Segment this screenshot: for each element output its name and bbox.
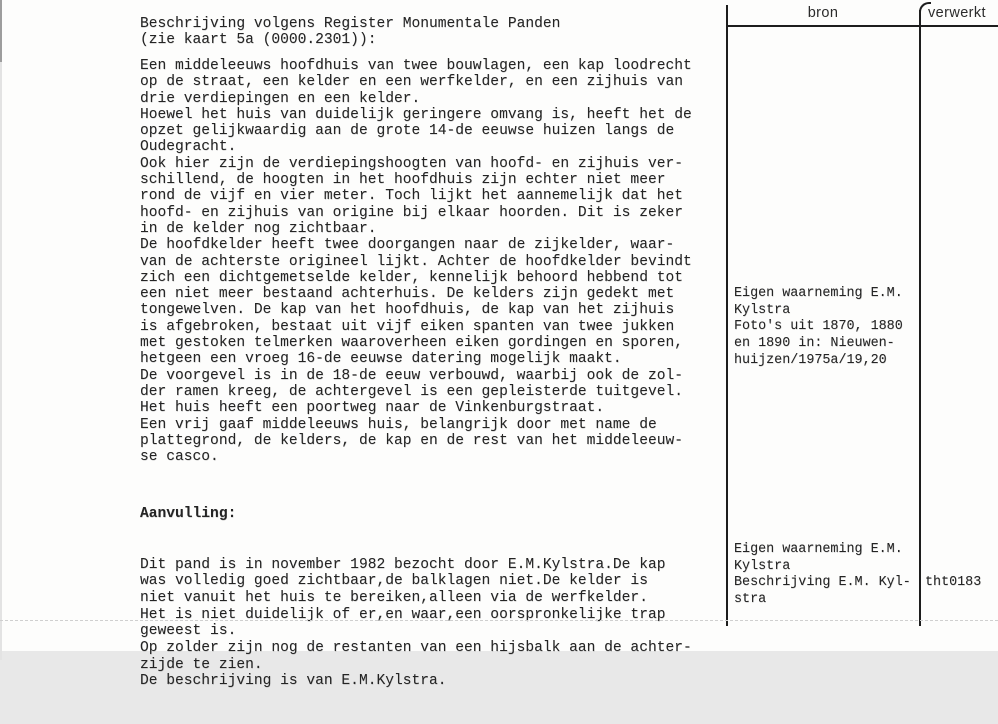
text-line: Hoewel het huis van duidelijk geringere omvang is, heeft het de bbox=[140, 106, 692, 123]
table-left-border bbox=[726, 5, 728, 626]
text-line: met gestoken telmerken waaroverheen eiken gordingen en sporen, bbox=[140, 335, 683, 352]
text-line: hoofd- en zijhuis van origine bij elkaar hoorden. Dit is zeker bbox=[140, 204, 683, 221]
text-line: hetgeen een vroeg 16-de eeuwse datering mogelijk maakt. bbox=[140, 351, 622, 368]
text-line: geweest is. bbox=[140, 623, 237, 640]
text-line: De voorgevel is in de 18-de eeuw verbouwd, waarbij ook de zol- bbox=[140, 367, 683, 384]
text-line: (zie kaart 5a (0000.2301)): bbox=[140, 32, 377, 49]
text-line: Het is niet duidelijk of er,en waar,een oorspronkelijke trap bbox=[140, 606, 666, 623]
text-line: Een vrij gaaf middeleeuws huis, belangrijk door met name de bbox=[140, 416, 657, 433]
text-line: zich een dichtgemetselde kelder, kennelijk behoord hebbend tot bbox=[140, 269, 683, 286]
text-line: een niet meer bestaand achterhuis. De kelders zijn gedekt met bbox=[140, 286, 675, 303]
text-line: Foto's uit 1870, 1880 bbox=[734, 319, 903, 335]
text-line: Beschrijving E.M. Kyl- bbox=[734, 575, 911, 591]
text-line: niet vanuit het huis te bereiken,alleen via de werfkelder. bbox=[140, 589, 648, 606]
scan-edge-artifact bbox=[0, 620, 998, 621]
table-header-rule bbox=[726, 25, 998, 27]
text-line: Kylstra bbox=[734, 302, 791, 318]
text-line: in de kelder nog zichtbaar. bbox=[140, 220, 377, 237]
text-line: Op zolder zijn nog de restanten van een hijsbalk aan de achter- bbox=[140, 640, 692, 657]
table-right-border-top bbox=[0, 0, 2, 62]
text-line: Beschrijving volgens Register Monumentale Panden bbox=[140, 16, 561, 32]
text-line: zijde te zien. bbox=[140, 656, 263, 673]
text-line: drie verdiepingen en een kelder. bbox=[140, 90, 421, 107]
aanvulling-heading: Aanvulling: bbox=[140, 506, 237, 523]
text-line: opzet gelijkwaardig aan de grote 14-de eeuwse huizen langs de bbox=[140, 123, 675, 140]
text-line: Eigen waarneming E.M. bbox=[734, 542, 903, 557]
text-line: tongewelven. De kap van het hoofdhuis, de kap van het zijhuis bbox=[140, 302, 675, 319]
text-line: der ramen kreeg, de achtergevel is een gepleisterde tuitgevel. bbox=[140, 383, 683, 400]
verwerkt-column-header: verwerkt bbox=[928, 5, 986, 21]
document-title bbox=[140, 16, 560, 49]
text-line: se casco. bbox=[140, 449, 219, 466]
text-line: Oudegracht. bbox=[140, 139, 237, 156]
text-line: Een middeleeuws hoofdhuis van twee bouwlagen, een kap loodrecht bbox=[140, 58, 692, 74]
table-right-border-faint bbox=[0, 62, 2, 660]
text-line: De hoofdkelder heeft twee doorgangen naar de zijkelder, waar- bbox=[140, 237, 675, 254]
text-line: schillend, de hoogten in het hoofdhuis zijn echter niet meer bbox=[140, 172, 666, 189]
aanvulling-body bbox=[140, 557, 692, 691]
bron-entry-2 bbox=[734, 542, 911, 609]
bron-column-header: bron bbox=[807, 5, 839, 21]
text-line: Kylstra bbox=[734, 558, 791, 574]
text-line: en 1890 in: Nieuwen- bbox=[734, 336, 895, 352]
text-line: op de straat, een kelder en een werfkelder, en een zijhuis van bbox=[140, 74, 683, 91]
description-body bbox=[140, 58, 692, 465]
text-line: rond de vijf en vier meter. Toch lijkt het aannemelijk dat het bbox=[140, 188, 683, 205]
text-line: van de achterste origineel lijkt. Achter de hoofdkelder bevindt bbox=[140, 253, 692, 270]
text-line: Het huis heeft een poortweg naar de Vinkenburgstraat. bbox=[140, 400, 605, 417]
text-line: is afgebroken, bestaat uit vijf eiken spanten van twee jukken bbox=[140, 318, 675, 335]
bron-entry-1 bbox=[734, 286, 903, 370]
table-column-divider bbox=[919, 10, 921, 626]
verwerkt-code: tht0183 bbox=[925, 575, 982, 590]
text-line: Dit pand is in november 1982 bezocht door E.M.Kylstra.De kap bbox=[140, 556, 666, 573]
text-line: plattegrond, de kelders, de kap en de rest van het middeleeuw- bbox=[140, 432, 683, 449]
text-line: Eigen waarneming E.M. bbox=[734, 286, 903, 301]
text-line: stra bbox=[734, 592, 767, 608]
text-line: Ook hier zijn de verdiepingshoogten van hoofd- en zijhuis ver- bbox=[140, 155, 683, 172]
aanvulling-section bbox=[140, 473, 692, 724]
text-line: De beschrijving is van E.M.Kylstra. bbox=[140, 673, 447, 690]
text-line: huijzen/1975a/19,20 bbox=[734, 352, 887, 368]
text-line: was volledig goed zichtbaar,de balklagen niet.De kelder is bbox=[140, 573, 648, 590]
